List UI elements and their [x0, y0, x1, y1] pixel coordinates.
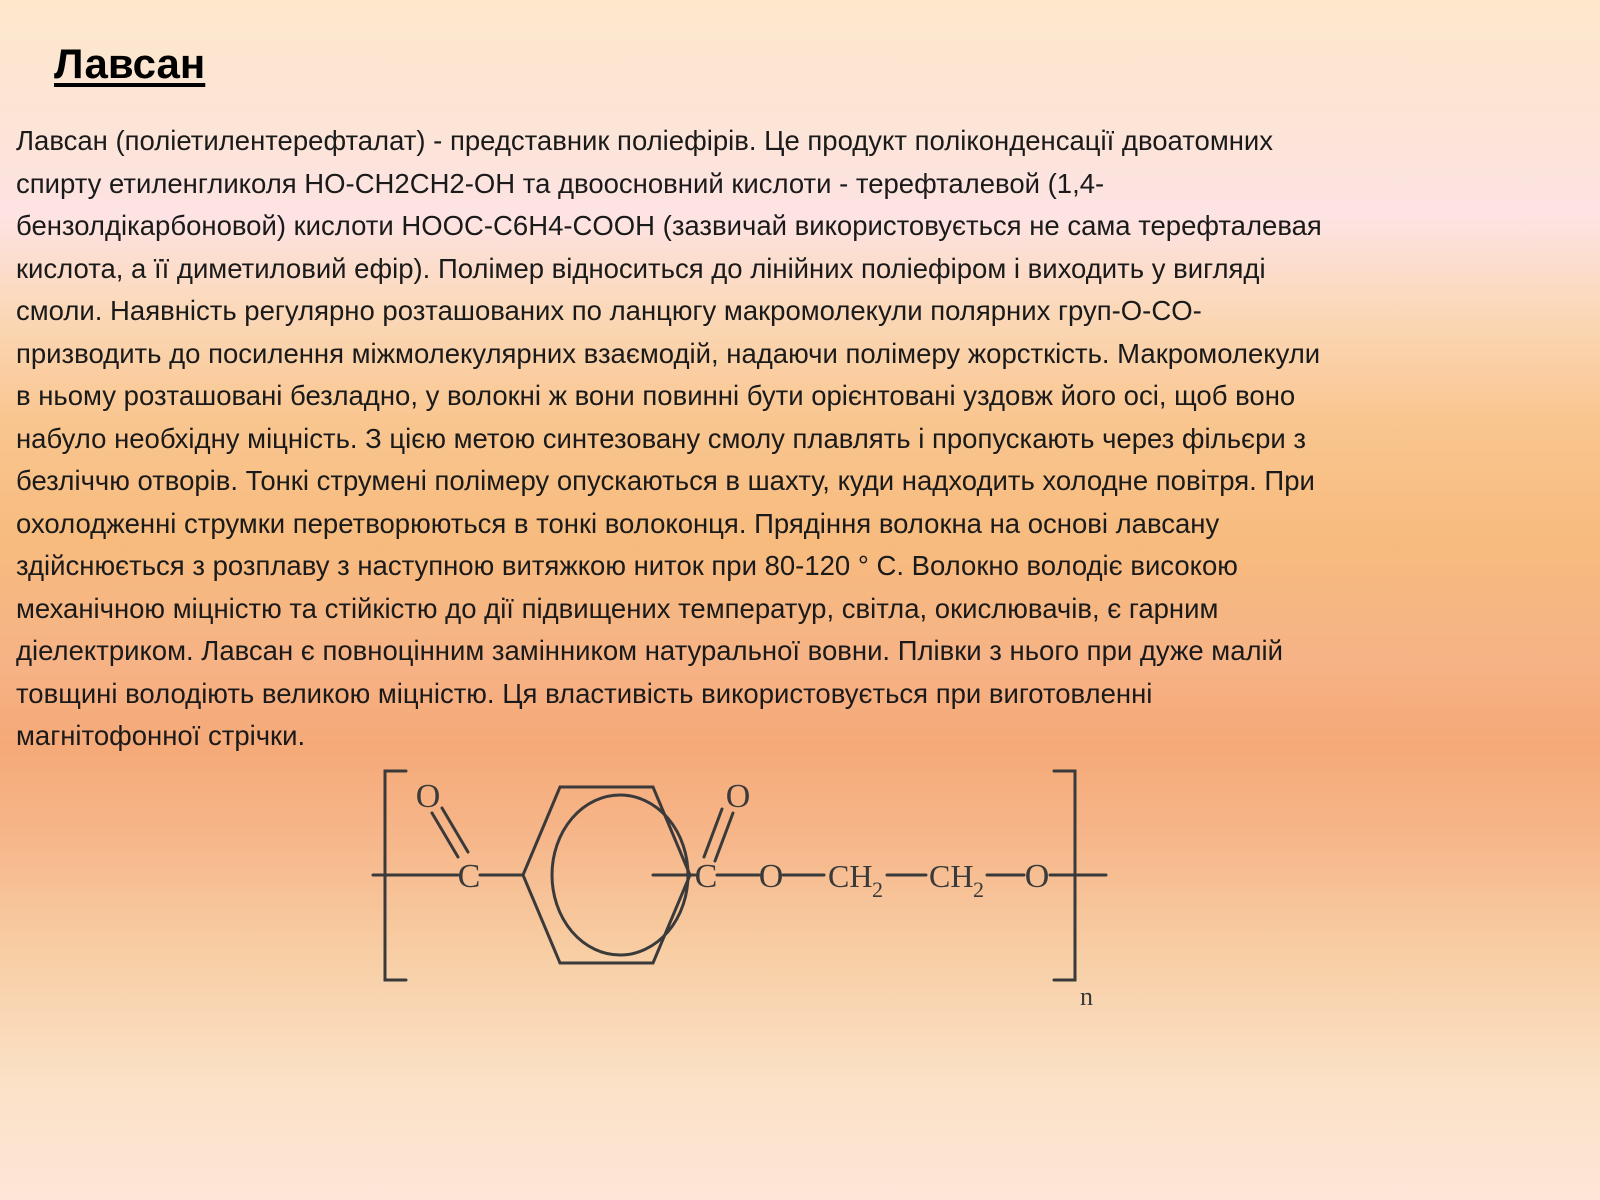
paragraph-line: механічною міцністю та стійкістю до дії підвищених температур, світла, окислювачів, є гарним: [16, 592, 1219, 624]
paragraph-line: набуло необхідну міцність. З цією метою синтезовану смолу плавлять і пропускають через фільєри з: [16, 422, 1306, 454]
atom-o-end: O: [1024, 858, 1050, 895]
paragraph-line: безліччю отворів. Тонкі струмені полімеру опускаються в шахту, куди надходить холодне повітря. При: [16, 465, 1315, 496]
paragraph-line: діелектриком. Лавсан є повноцінним замінником натуральної вовни. Плівки з нього при дуже малій: [16, 635, 1284, 666]
paragraph-line: магнітофонної стрічки.: [16, 720, 306, 751]
atom-c-right: C: [694, 858, 718, 895]
atom-c-left: C: [457, 858, 481, 895]
paragraph-line: кислота, а її диметиловий ефір). Полімер відноситься до лінійних поліефіром і виходить у вигляді: [16, 252, 1266, 284]
paragraph-line: смоли. Наявність регулярно розташованих по ланцюгу макромолекули полярних груп-O-CO-: [16, 295, 1202, 326]
paragraph-line: призводить до посилення міжмолекулярних взаємодій, надаючи полімеру жорсткість. Макромолекули: [16, 337, 1321, 369]
subscript-2-second: 2: [973, 877, 984, 902]
paragraph-line: охолодженні струмки перетворюються в тонкі волоконця. Прядіння волокна на основі лавсану: [16, 507, 1220, 539]
paragraph-line: товщині володіють великою міцністю. Ця властивість використовується при виготовленні: [16, 677, 1153, 709]
body-paragraph: [16, 120, 1586, 758]
atom-o-ester: O: [758, 858, 784, 895]
double-bond-left-a: [432, 813, 458, 857]
atom-o-carbonyl-left: O: [415, 778, 441, 815]
lavsan-structural-formula: [370, 765, 1130, 1035]
paragraph-line: в ньому розташовані безладно, у волокні ж вони повинні бути орієнтовані уздовж його осі, щоб воно: [16, 380, 1296, 411]
double-bond-left-b: [442, 808, 468, 852]
paragraph-line: спирту етиленгликоля HO-CH2CH2-OH та двоосновний кислоти - терефталевой (1,4-: [16, 167, 1105, 199]
repeat-index-n: n: [1080, 982, 1093, 1011]
atom-o-carbonyl-right: O: [725, 778, 751, 815]
group-ch2-first: CH: [828, 858, 873, 894]
slide-title: Лавсан: [54, 40, 206, 87]
paragraph-line: здійснюється з розплаву з наступною витяжкою ниток при 80-120 ° С. Волокно володіє високою: [16, 550, 1238, 581]
group-ch2-second: CH: [929, 858, 974, 894]
paragraph-line: бензолдікарбоновой) кислоти HOOC-C6H4-COOH (зазвичай використовується не сама терефталевая: [16, 210, 1322, 241]
paragraph-line: Лавсан (поліетилентерефталат) - представник поліефірів. Це продукт поліконденсації двоатомних: [16, 125, 1274, 156]
subscript-2-first: 2: [872, 877, 883, 902]
